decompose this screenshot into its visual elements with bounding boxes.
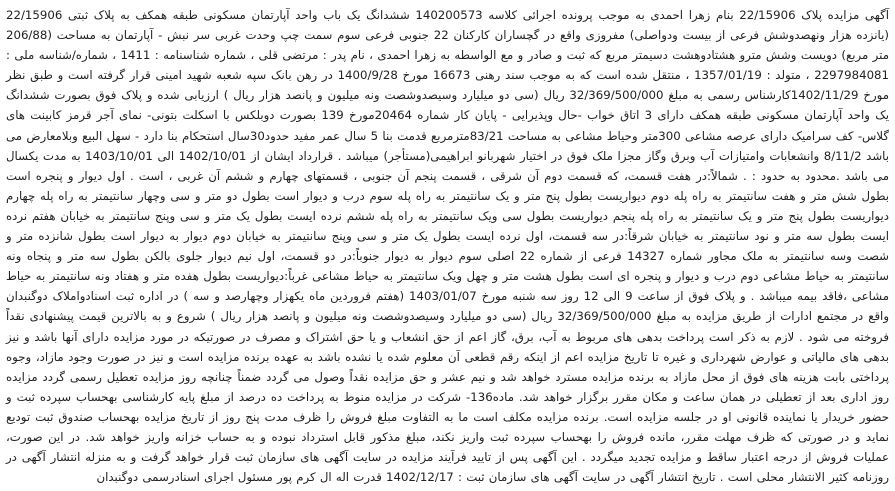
auction-notice-text: آگهی مزایده پلاک 22/15906 بنام زهرا احمدی به موجب پرونده اجرائی کلاسه 140200573 ششدانگ یک باب واحد آپارتمان مسکونی طبقه همکف به پلاک ثبتی 22/15906 (یانزده هزار ونهصدوشش فرعی از بیست ودواصلی) مفروزی واقع در گچساران کارکنان 22 جنوبی فرعی سوم سمت چپ وحدت غربی سر نبش - آپارتمان به مساحت (206/88 متر مربع) دویست وشش مترو هشتادوهشت دسیمتر مربع که ثبت و صادر و مع الواسطه به زهرا احمدی ، نام پدر : مرتضی قلی ، شماره شناسنامه : 1411 ، شماره/شناسه ملی : 2297984081 ، متولد : 1357/01/19 ، منتقل شده است که به موجب سند رهنی 16673 مورخ 1400/9/28 در رهن بانک سپه شعبه شهید امینی قرار گرفته است و طبق نظر مورخ 1402/11/29کارشناس رسمی به مبلغ 32/369/500/000 ریال (سی دو میلیارد وسیصدوشصت ونه میلیون و پانصد هزار ریال ) ارزیابی شده و پلاک فوق بصورت ششدانگ یک واحد آپارتمان مسکونی طبقه همکف دارای 3 اتاق خواب -حال وپذیرایی - پایان کار شماره 20464مورخ 139 بصورت دوبلکس با اسکلت بتونی- نمای آجر قرمز کابینت های گلاس- کف سرامیک دارای عرصه مشاعی 300متر وحیاط مشاعی به مساحت 83/21مترمربع قدمت بنا 5 سال عمر مفید حدود30سال استحکام بنا دارد - سهل البیع وبلامعارض می باشد 8/11/2 وانشعابات وامتیازات آب وبرق وگاز مجزا ملک فوق در اختیار شهربانو ابراهیمی(مستأجر) میباشد . قرارداد ایشان از 1402/10/01 الی 1403/10/01 به مدت یکسال می باشد .محدود به حدود : . شمالاً:در هفت قسمت، که قسمت دوم آن شرقی ، قسمت پنجم آن جنوبی ، قسمتهای چهارم و ششم آن غربی ، است . اول دیوار و پنجره است بطول شش متر و هفت سانتیمتر به راه پله دوم دیواریست بطول پنج متر و یک سانتیمتر به راه پله سوم درب و دیوار است بطول دو متر و سی وچهار سانتیمتر به راه پله چهارم دیواریست بطول پنج متر و یک سانتیمتر به راه پله پنجم دیواریست بطول سی ویک سانتیمتر به راه پله ششم نرده ایست بطول یک متر و سی وپنج سانتیمتر به خیابان هفتم نرده ایست بطول سه متر و نود سانتیمتر به خیابان شرقاً:در سه قسمت، اول نرده ایست بطول یک متر و سی وپنج سانتیمتر به خیابان دوم دیوار به دیوار است بطول شانزده متر و شصت وسه سانتیمتر به ملک مجاور شماره 14327 فرعی از شماره 22 اصلی سوم دیوار به دیوار جنوباً:در دو قسمت، اول نیم دیوار جلوی بالکن بطول سه متر و پنجاه ونه سانتیمتر به حیاط مشاعی دوم درب و دیوار و پنجره ای است بطول هشت متر و چهل ویک سانتیمتر به حیاط مشاعی غرباً:دیواریست بطول هفده متر و هفتاد ونه سانتیمتر به حیاط مشاعی ،فاقد بیمه میباشد . و پلاک فوق از ساعت 9 الی 12 روز سه شنبه مورخ 1403/01/07 (هفتم فروردین ماه یکهزار وچهارصد و سه ) در اداره ثبت اسنادواملاک دوگنبدان واقع در مجتمع ادارات از طریق مزایده به مبلغ 32/369/500/000 ریال (سی دو میلیارد وسیصدوشصت ونه میلیون و پانصد هزار ریال ) شروع و به بالاترین قیمت پیشنهادی نقداً فروخته می شود . لازم به ذکر است پرداخت بدهی های مربوط به آب، برق، گاز اعم از حق انشعاب و یا حق اشتراک و مصرف در صورتیکه در مورد مزایده دارای آنها باشد و نیز بدهی های مالیاتی و عوارض شهرداری و غیره تا تاریخ مزایده اعم از اینکه رقم قطعی آن معلوم شده یا نشده باشد به عهده برنده مزایده است و نیز در صورت وجود مازاد، وجوه پرداختی بابت هزینه های فوق از محل مازاد به برنده مزایده مسترد خواهد شد و نیم عشر و حق مزایده نقداً وصول می گردد ضمناً چنانچه روز مزایده تعطیل رسمی گردد مزایده روز اداری بعد از تعطیلی در همان ساعت و مکان مقرر برگزار خواهد شد. ماده136- شرکت در مزایده منوط به پرداخت ده درصد از مبلغ پایه کارشناسی بهحساب سپرده ثبت و حضور خریدار یا نماینده قانونی او در جلسه مزایده است. برنده مزایده مکلف است ما به التفاوت مبلغ فروش را ظرف مدت پنج روز از تاریخ مزایده بهحساب صندوق ثبت تودیع نماید و در صورتی که ظرف مهلت مقرر، مانده فروش را بهحساب سپرده ثبت واریز نکند، مبلغ مذکور قابل استرداد نبوده و به حساب خزانه واریز خواهد شد. در این صورت، عملیات فروش از درجه اعتبار ساقط و مزایده تجدید میگردد . این آگهی پس از تایید فرآیند مزایده در سایت آگهی های سازمان ثبت قرار خواهد گرفت و به منزله انتشار آگهی در روزنامه کثیر الانتشار محلی است . تاریخ انتشار آگهی در سایت آگهی های سازمان ثبت : 1402/12/17 قدرت اله ال کرم پور مسئول اجرای اسنادرسمی دوگنبدان xyxy=(6,8,890,485)
